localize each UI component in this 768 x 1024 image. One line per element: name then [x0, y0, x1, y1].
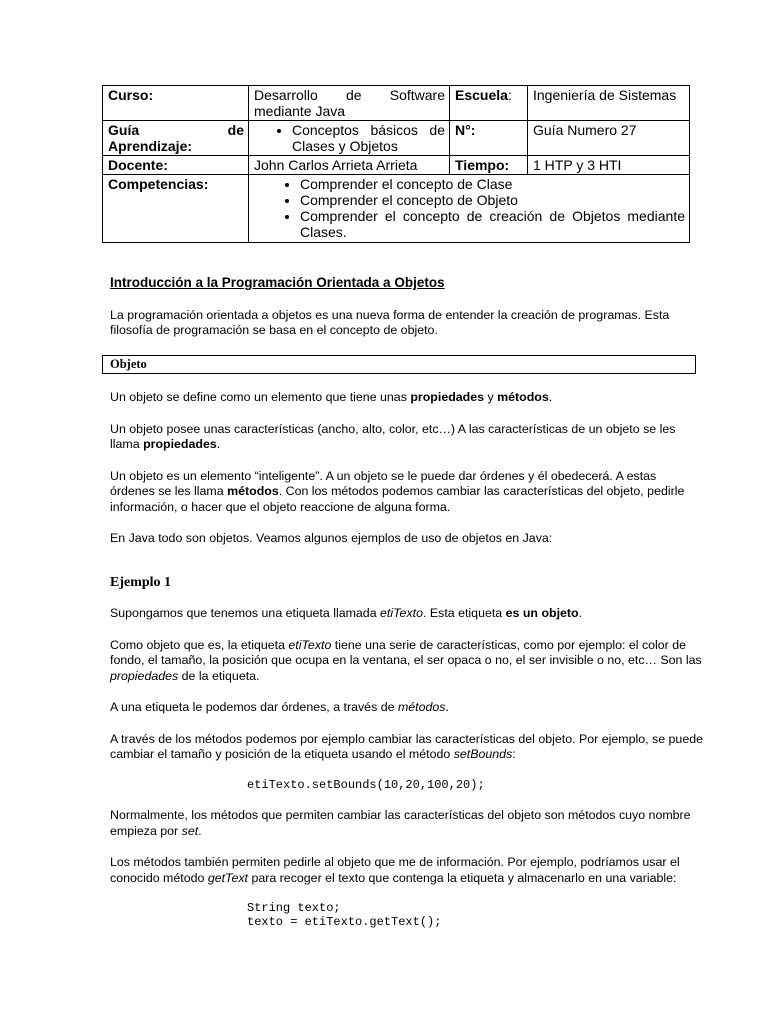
competencias-list [254, 176, 685, 240]
example-paragraph-6: Los métodos también permiten pedirle al objeto que me de información. Por ejemplo, podríamos usar el conocido método getText para recoger el texto que contenga la etiqueta y almacenarlo en una variable: [110, 855, 680, 885]
row-curso [103, 86, 690, 121]
code-line: String texto; [247, 901, 341, 915]
code-block-setbounds: etiTexto.setBounds(10,20,100,20); [247, 777, 485, 792]
docente-value: John Carlos Arrieta Arrieta [249, 156, 450, 175]
no-label: N°: [450, 121, 528, 156]
competencia-item: • Comprender el concepto de Clase [300, 176, 685, 192]
example-heading: Ejemplo 1 [110, 574, 172, 590]
tiempo-value: 1 HTP y 3 HTI [528, 156, 690, 175]
docente-label: Docente: [103, 156, 249, 175]
escuela-label: Escuela [455, 87, 508, 103]
curso-value: Desarrollo de Software mediante Java [249, 86, 450, 121]
code-block-gettext [247, 902, 704, 929]
code-line: texto = etiTexto.getText(); [247, 914, 442, 929]
escuela-colon: : [507, 87, 512, 103]
document-body [110, 275, 704, 945]
row-guia [103, 121, 690, 156]
curso-label: Curso: [103, 86, 249, 121]
paragraph-java-objects: En Java todo son objetos. Veamos algunos ejemplos de uso de objetos en Java: [110, 531, 553, 545]
competencias-list-cell [249, 175, 690, 243]
competencias-label: Competencias: [103, 175, 249, 243]
example-paragraph-1: Supongamos que tenemos una etiqueta llamada etiTexto. Esta etiqueta es un objeto. [110, 606, 583, 620]
competencia-item: • Comprender el concepto de creación de Objetos mediante Clases. [300, 208, 685, 240]
paragraph-definition: Un objeto se define como un elemento que tiene unas propiedades y métodos. [110, 390, 553, 404]
guia-label: Guía de Aprendizaje: [103, 121, 249, 156]
escuela-cell [450, 86, 528, 121]
no-value: Guía Numero 27 [528, 121, 690, 156]
section-heading-objeto: Objeto [102, 355, 696, 375]
guia-value: • Conceptos básicos de Clases y Objetos [292, 122, 445, 154]
tiempo-label: Tiempo: [450, 156, 528, 175]
example-paragraph-2: Como objeto que es, la etiqueta etiTexto tiene una serie de características, como por ejemplo: el color de fondo, el tamaño, la posición que ocupa en la ventana, el ser opaca o no, el ser invisible o no, etc… Son las propiedades de la etiqueta. [110, 637, 702, 683]
guia-value-cell [249, 121, 450, 156]
paragraph-properties: Un objeto posee unas características (ancho, alto, color, etc…) A las características de un objeto se les llama propiedades. [110, 421, 676, 451]
competencia-item: • Comprender el concepto de Objeto [300, 192, 685, 208]
escuela-value: Ingeniería de Sistemas [528, 86, 690, 121]
example-paragraph-4: A través de los métodos podemos por ejemplo cambiar las características del objeto. Por ejemplo, se puede cambiar el tamaño y posición de la etiqueta usando el método setBounds: [110, 731, 703, 761]
intro-paragraph: La programación orientada a objetos es una nueva forma de entender la creación de programas. Esta filosofía de programación se basa en el concepto de objeto. [110, 307, 670, 337]
row-docente [103, 156, 690, 175]
paragraph-methods: Un objeto es un elemento “inteligente”. A un objeto se le puede dar órdenes y él obedecerá. A estas órdenes se les llama métodos. Con los métodos podemos cambiar las características del objeto, pedirle información, o hacer que el objeto reaccione de alguna forma. [110, 468, 685, 514]
example-paragraph-5: Normalmente, los métodos que permiten cambiar las características del objeto son métodos cuyo nombre empieza por set. [110, 808, 691, 838]
row-competencias [103, 175, 690, 243]
course-info-table [102, 85, 690, 243]
page-title: Introducción a la Programación Orientada a Objetos [110, 275, 445, 290]
example-paragraph-3: A una etiqueta le podemos dar órdenes, a través de métodos. [110, 700, 449, 714]
